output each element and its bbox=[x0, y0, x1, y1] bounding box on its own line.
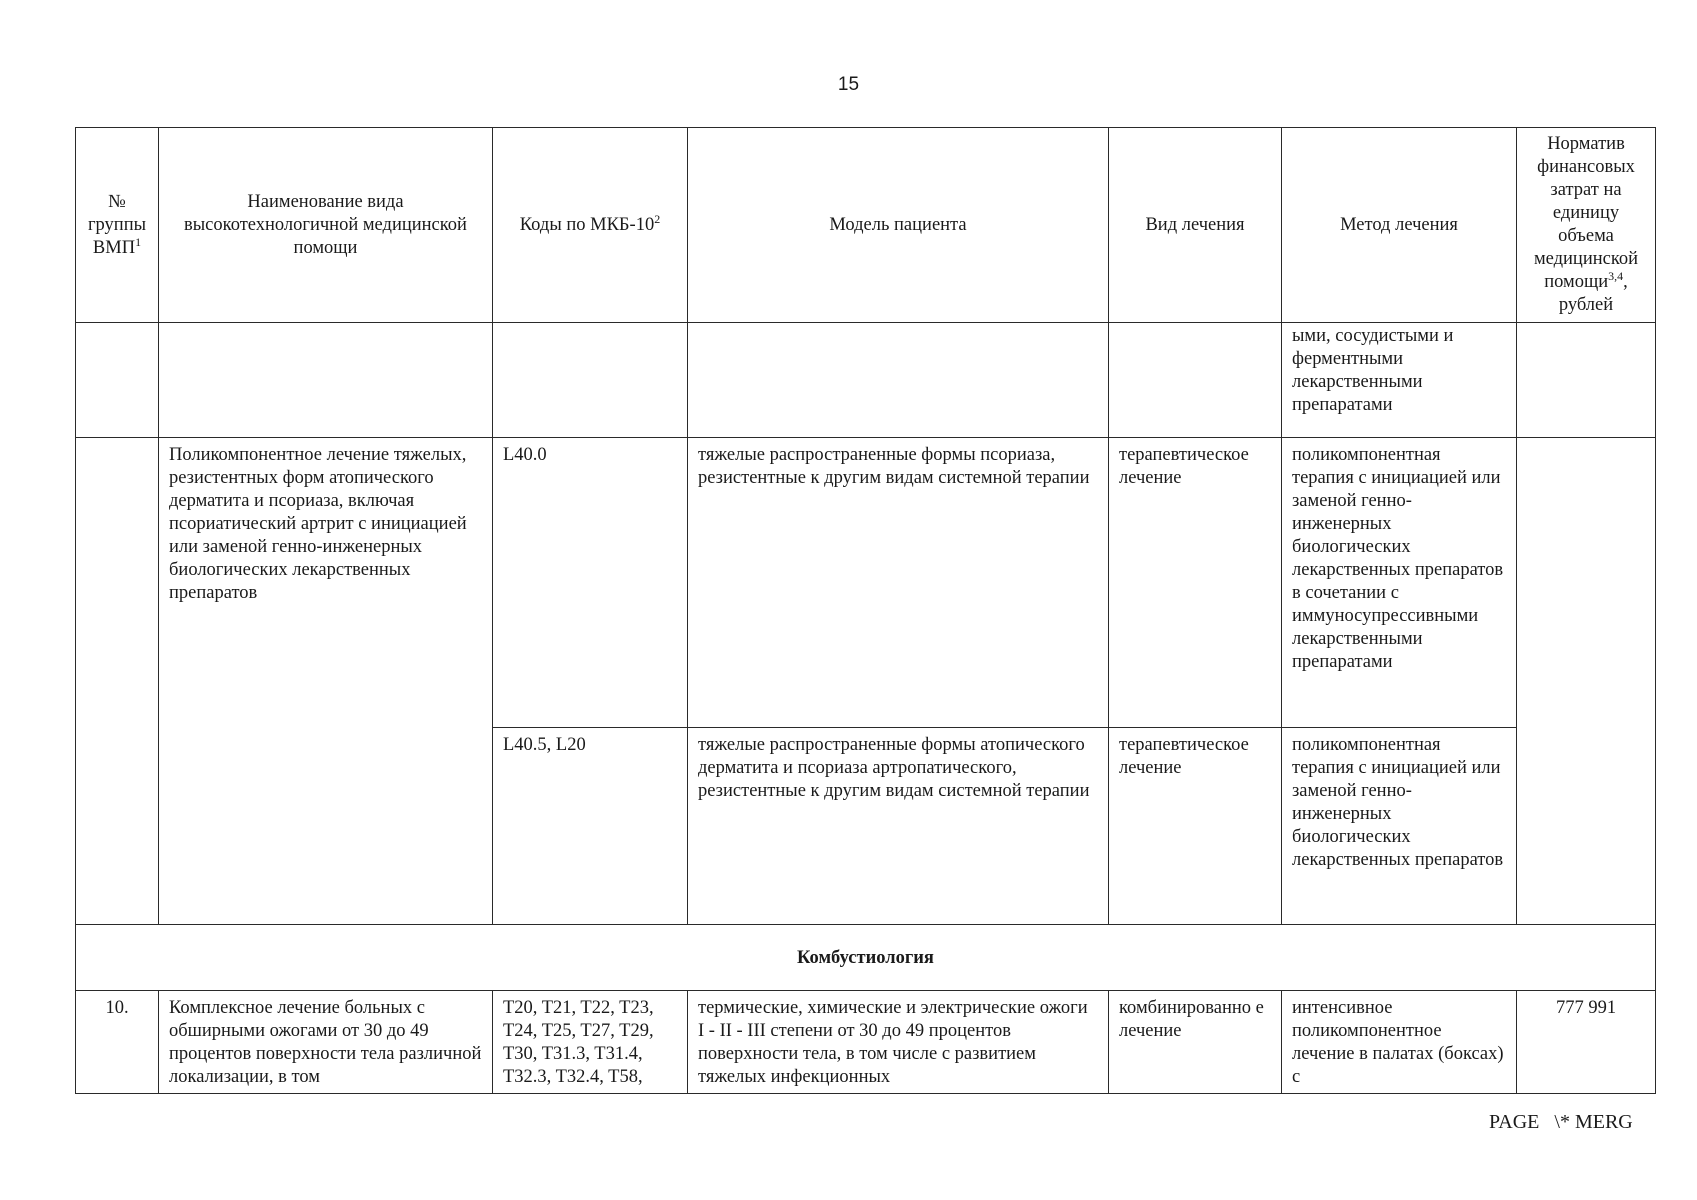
cell-treatment-type: терапевтическое лечение bbox=[1109, 438, 1282, 728]
cell-empty bbox=[688, 323, 1109, 438]
cell-care-name: Поликомпонентное лечение тяжелых, резистентных форм атопического дерматита и псориаза, включая псориатический артрит с инициацией или заменой генно-инженерных биологических лекарственных препаратов bbox=[159, 438, 493, 925]
cell-icd-codes: T20, T21, T22, T23, T24, T25, T27, T29, T30, T31.3, T31.4, T32.3, T32.4, T58, bbox=[493, 991, 688, 1111]
cell-patient-model: тяжелые распространенные формы псориаза, резистентные к другим видам системной терапии bbox=[688, 438, 1109, 728]
section-row bbox=[76, 925, 1656, 991]
cell-empty bbox=[1517, 323, 1656, 438]
cell-empty bbox=[159, 323, 493, 438]
cell-empty bbox=[493, 323, 688, 438]
cell-group-number: 10. bbox=[76, 991, 159, 1111]
cell-empty bbox=[76, 323, 159, 438]
cell-empty bbox=[1109, 323, 1282, 438]
header-treatment-type: Вид лечения bbox=[1109, 128, 1282, 323]
cell-treatment-type: терапевтическое лечение bbox=[1109, 728, 1282, 925]
vmp-table bbox=[75, 127, 1656, 1111]
page-number: 15 bbox=[837, 74, 860, 95]
cell-method: ыми, сосудистыми и ферментными лекарственными препаратами bbox=[1282, 323, 1517, 438]
cell-method: поликомпонентная терапия с инициацией или заменой генно-инженерных биологических лекарственных препаратов bbox=[1282, 728, 1517, 925]
cell-method: поликомпонентная терапия с инициацией или заменой генно-инженерных биологических лекарственных препаратов в сочетании с иммуносупрессивными лекарственными препаратами bbox=[1282, 438, 1517, 728]
cell-method: интенсивное поликомпонентное лечение в палатах (боксах) с bbox=[1282, 991, 1517, 1111]
continuation-row bbox=[76, 323, 1656, 438]
header-group-number: № группы ВМП$^1$ bbox=[76, 128, 159, 323]
cell-cost: 777 991 bbox=[1517, 991, 1656, 1111]
table-bottom-border bbox=[75, 1093, 1656, 1094]
header-care-type-name: Наименование вида высокотехнологичной медицинской помощи bbox=[159, 128, 493, 323]
cell-cost bbox=[1517, 438, 1656, 925]
header-icd-codes: Коды по МКБ-$10^2$ bbox=[493, 128, 688, 323]
header-row bbox=[76, 128, 1656, 323]
cell-care-name: Комплексное лечение больных с обширными ожогами от 30 до 49 процентов поверхности тела различной локализации, в том bbox=[159, 991, 493, 1111]
header-patient-model: Модель пациента bbox=[688, 128, 1109, 323]
footer-field-code: PAGE \* MERG bbox=[1489, 1111, 1633, 1133]
cell-treatment-type: комбинированно е лечение bbox=[1109, 991, 1282, 1111]
page-bottom-margin bbox=[0, 1094, 1697, 1200]
cell-patient-model: тяжелые распространенные формы атопического дерматита и псориаза артропатического, резистентные к другим видам системной терапии bbox=[688, 728, 1109, 925]
section-title: Комбустиология bbox=[76, 925, 1656, 991]
header-cost-standard: Норматив финансовых затрат на единицу объема медицинской помощи$^{3,4}$, рублей bbox=[1517, 128, 1656, 323]
cell-icd-codes: L40.5, L20 bbox=[493, 728, 688, 925]
cell-patient-model: термические, химические и электрические ожоги I - II - III степени от 30 до 49 процентов поверхности тела, в том числе с развитием тяжелых инфекционных bbox=[688, 991, 1109, 1111]
cell-group-number bbox=[76, 438, 159, 925]
header-treatment-method: Метод лечения bbox=[1282, 128, 1517, 323]
cell-icd-codes: L40.0 bbox=[493, 438, 688, 728]
table-row bbox=[76, 438, 1656, 728]
